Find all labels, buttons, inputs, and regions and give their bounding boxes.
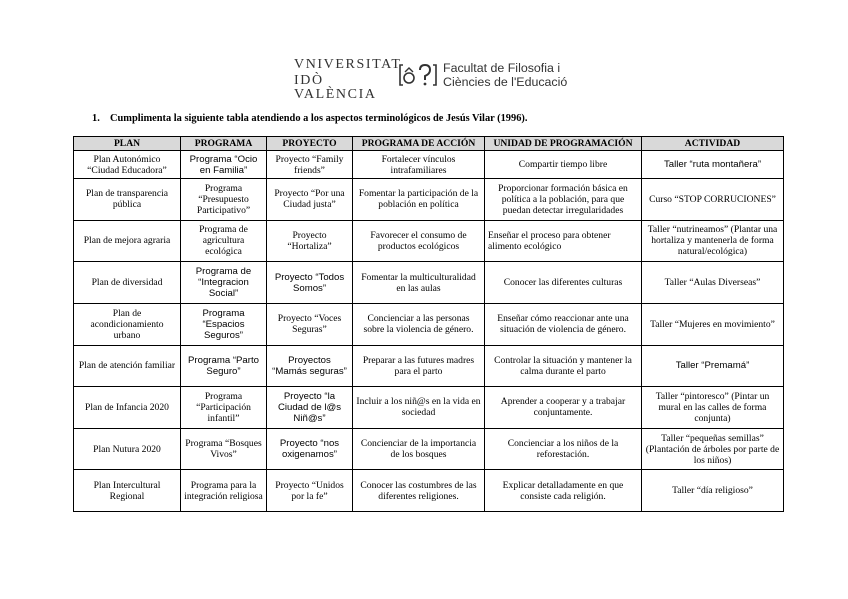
header-unidad-programacion: UNIDAD DE PROGRAMACIÓN <box>485 137 642 151</box>
cell-actividad: Taller “pintoresco” (Pintar un mural en las calles de forma conjunta) <box>642 387 784 429</box>
cell-proyecto: Proyecto “la Ciudad de l@s Niñ@s” <box>267 387 353 429</box>
cell-proyecto: Proyecto “Voces Seguras” <box>267 303 353 345</box>
cell-actividad: Curso “STOP CORRUCIONES” <box>642 179 784 221</box>
cell-programa-accion: Fomentar la multiculturalidad en las aulas <box>353 262 485 304</box>
table-row <box>74 470 784 512</box>
instruction-text <box>92 113 792 124</box>
header-programa: PROGRAMA <box>181 137 267 151</box>
header-plan: PLAN <box>74 137 181 151</box>
table-row <box>74 151 784 179</box>
cell-unidad: Enseñar cómo reaccionar ante una situación de violencia de género. <box>485 303 642 345</box>
cell-plan: Plan de Infancia 2020 <box>74 387 181 429</box>
header-actividad: ACTIVIDAD <box>642 137 784 151</box>
cell-proyecto: Proyectos “Mamás seguras” <box>267 345 353 387</box>
cell-programa-accion: Incluir a los niñ@s en la vida en sociedad <box>353 387 485 429</box>
cell-programa-accion: Concienciar a las personas sobre la violencia de género. <box>353 303 485 345</box>
cell-plan: Plan Intercultural Regional <box>74 470 181 512</box>
cell-programa: Programa “Bosques Vivos” <box>181 428 267 470</box>
instruction-number: 1. <box>92 113 100 124</box>
table-row <box>74 428 784 470</box>
cell-unidad: Explicar detalladamente en que consiste cada religión. <box>485 470 642 512</box>
table-row <box>74 387 784 429</box>
cell-proyecto: Proyecto “Hortaliza” <box>267 220 353 262</box>
terminology-table <box>73 136 784 512</box>
header-proyecto: PROYECTO <box>267 137 353 151</box>
header-programa-accion: PROGRAMA DE ACCIÓN <box>353 137 485 151</box>
table-row <box>74 220 784 262</box>
cell-plan: Plan de acondicionamiento urbano <box>74 303 181 345</box>
cell-proyecto: Proyecto “Family friends” <box>267 151 353 179</box>
table-row <box>74 179 784 221</box>
cell-programa-accion: Favorecer el consumo de productos ecológicos <box>353 220 485 262</box>
cell-proyecto: Proyecto “Unidos por la fe” <box>267 470 353 512</box>
university-logo <box>294 57 402 102</box>
cell-proyecto: Proyecto “Por una Ciudad justa” <box>267 179 353 221</box>
cell-actividad: Taller “Premamá” <box>642 345 784 387</box>
instruction-body: Cumplimenta la siguiente tabla atendiendo a los aspectos terminológicos de Jesús Vilar (1996). <box>110 113 528 124</box>
cell-plan: Plan de atención familiar <box>74 345 181 387</box>
cell-unidad: Compartir tiempo libre <box>485 151 642 179</box>
table-row <box>74 345 784 387</box>
cell-programa-accion: Concienciar de la importancia de los bosques <box>353 428 485 470</box>
page-header <box>0 57 848 102</box>
cell-actividad: Taller “ruta montañera” <box>642 151 784 179</box>
cell-programa: Programa “Espacios Seguros” <box>181 303 267 345</box>
cell-plan: Plan de transparencia pública <box>74 179 181 221</box>
cell-programa: Programa “Participación infantil” <box>181 387 267 429</box>
cell-actividad: Taller “pequeñas semillas” (Plantación de árboles por parte de los niños) <box>642 428 784 470</box>
table-header-row <box>74 137 784 151</box>
cell-unidad: Controlar la situación y mantener la calma durante el parto <box>485 345 642 387</box>
university-name-line2: IDÒ VALÈNCIA <box>294 73 377 102</box>
cell-programa: Programa “Presupuesto Participativo” <box>181 179 267 221</box>
cell-programa: Programa de “Integracion Social” <box>181 262 267 304</box>
faculty-logo-icon <box>398 62 438 88</box>
cell-programa-accion: Fomentar la participación de la población en política <box>353 179 485 221</box>
cell-unidad: Conocer las diferentes culturas <box>485 262 642 304</box>
cell-unidad: Proporcionar formación básica en política a la población, para que puedan detectar irregularidades <box>485 179 642 221</box>
cell-programa-accion: Preparar a las futures madres para el parto <box>353 345 485 387</box>
cell-programa-accion: Conocer las costumbres de las diferentes religiones. <box>353 470 485 512</box>
cell-unidad: Aprender a cooperar y a trabajar conjuntamente. <box>485 387 642 429</box>
cell-actividad: Taller “día religioso” <box>642 470 784 512</box>
faculty-name-line1: Facultat de Filosofia i <box>443 61 561 75</box>
faculty-name <box>443 61 567 89</box>
cell-programa: Programa para la integración religiosa <box>181 470 267 512</box>
cell-actividad: Taller “Mujeres en movimiento” <box>642 303 784 345</box>
faculty-name-line2: Ciències de l'Educació <box>443 75 568 89</box>
university-name-line1: VNIVERSITAT <box>294 57 402 72</box>
cell-plan: Plan Autonómico “Ciudad Educadora” <box>74 151 181 179</box>
cell-programa: Programa de agricultura ecológica <box>181 220 267 262</box>
cell-programa: Programa “Parto Seguro” <box>181 345 267 387</box>
cell-plan: Plan de diversidad <box>74 262 181 304</box>
cell-unidad: Enseñar el proceso para obtener alimento ecológico <box>485 220 642 262</box>
cell-programa-accion: Fortalecer vínculos intrafamiliares <box>353 151 485 179</box>
cell-plan: Plan Nutura 2020 <box>74 428 181 470</box>
cell-proyecto: Proyecto “Todos Somos” <box>267 262 353 304</box>
cell-programa: Programa “Ocio en Familia” <box>181 151 267 179</box>
cell-unidad: Concienciar a los niños de la reforestación. <box>485 428 642 470</box>
table-row <box>74 303 784 345</box>
cell-proyecto: Proyecto “nos oxigenamos” <box>267 428 353 470</box>
table-row <box>74 262 784 304</box>
cell-plan: Plan de mejora agraria <box>74 220 181 262</box>
cell-actividad: Taller “nutrineamos” (Plantar una hortaliza y mantenerla de forma natural/ecológica) <box>642 220 784 262</box>
cell-actividad: Taller “Aulas Diverseas” <box>642 262 784 304</box>
